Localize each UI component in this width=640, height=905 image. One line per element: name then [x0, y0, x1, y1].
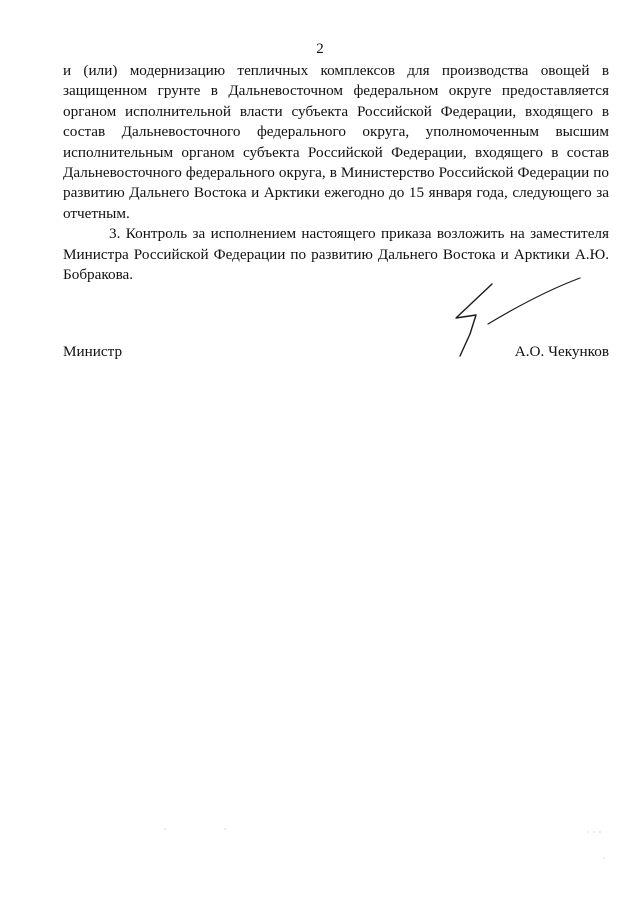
paragraph-item-3: 3. Контроль за исполнением настоящего приказа возложить на заместителя Министра Российской Федерации по развитию Дальнего Востока и Арктики А.Ю. Бобракова. — [63, 225, 609, 284]
signature-block — [63, 342, 609, 362]
signatory-position: Министр — [63, 343, 123, 360]
paragraph-continuation: и (или) модернизацию тепличных комплексов для производства овощей в защищенном грунте в Дальневосточном федеральном округе предоставляется органом исполнительной власти субъекта Российской Федерации, входящего в состав Дальневосточного федерального округа, уполномоченным высшим исполнительным органом субъекта Российской Федерации, входящего в состав Дальневосточного федерального округа, в Министерство Российской Федерации по развитию Дальнего Востока и Арктики ежегодно до 15 января года, следующего за отчетным. — [63, 62, 609, 222]
document-body — [63, 61, 609, 285]
signatory-name: А.О. Чекунков — [514, 343, 609, 360]
page-number: 2 — [316, 41, 324, 57]
